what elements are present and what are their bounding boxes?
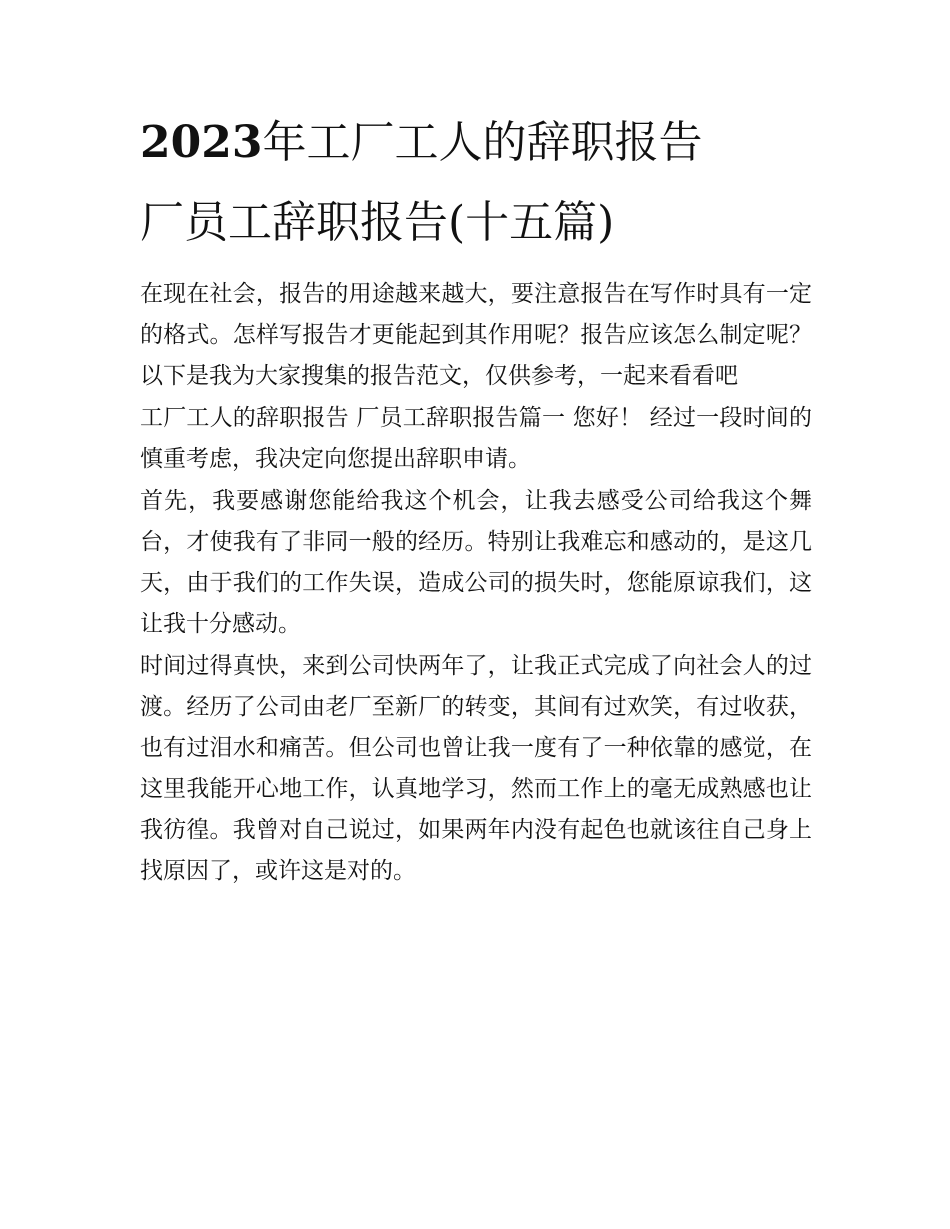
body-paragraph: 首先，我要感谢您能给我这个机会，让我去感受公司给我这个舞台，才使我有了非同一般的经历。特别让我难忘和感动的，是这几天，由于我们的工作失误，造成公司的损失时，您能原谅我们，这让我十分感动。 xyxy=(140,488,812,637)
document-title xyxy=(140,112,812,254)
document-page xyxy=(140,112,812,893)
intro-paragraph: 在现在社会，报告的用途越来越大，要注意报告在写作时具有一定的格式。怎样写报告才更能起到其作用呢？报告应该怎么制定呢？以下是我为大家搜集的报告范文，仅供参考，一起来看看吧 xyxy=(140,281,812,389)
title-line-2: 厂员工辞职报告(十五篇) xyxy=(140,197,615,248)
body-paragraph: 工厂工人的辞职报告 厂员工辞职报告篇一 您好！ 经过一段时间的慎重考虑，我决定向您提出辞职申请。 xyxy=(140,405,812,472)
title-line-1-text: 年工厂工人的辞职报告 xyxy=(262,117,703,168)
title-line-1 xyxy=(140,112,812,174)
body-paragraph: 时间过得真快，来到公司快两年了，让我正式完成了向社会人的过渡。经历了公司由老厂至新厂的转变，其间有过欢笑，有过收获，也有过泪水和痛苦。但公司也曾让我一度有了一种依靠的感觉，在这里我能开心地工作，认真地学习，然而工作上的毫无成熟感也让我彷徨。我曾对自己说过，如果两年内没有起色也就该往自己身上找原因了，或许这是对的。 xyxy=(140,653,812,884)
title-year: 2023 xyxy=(140,117,263,168)
